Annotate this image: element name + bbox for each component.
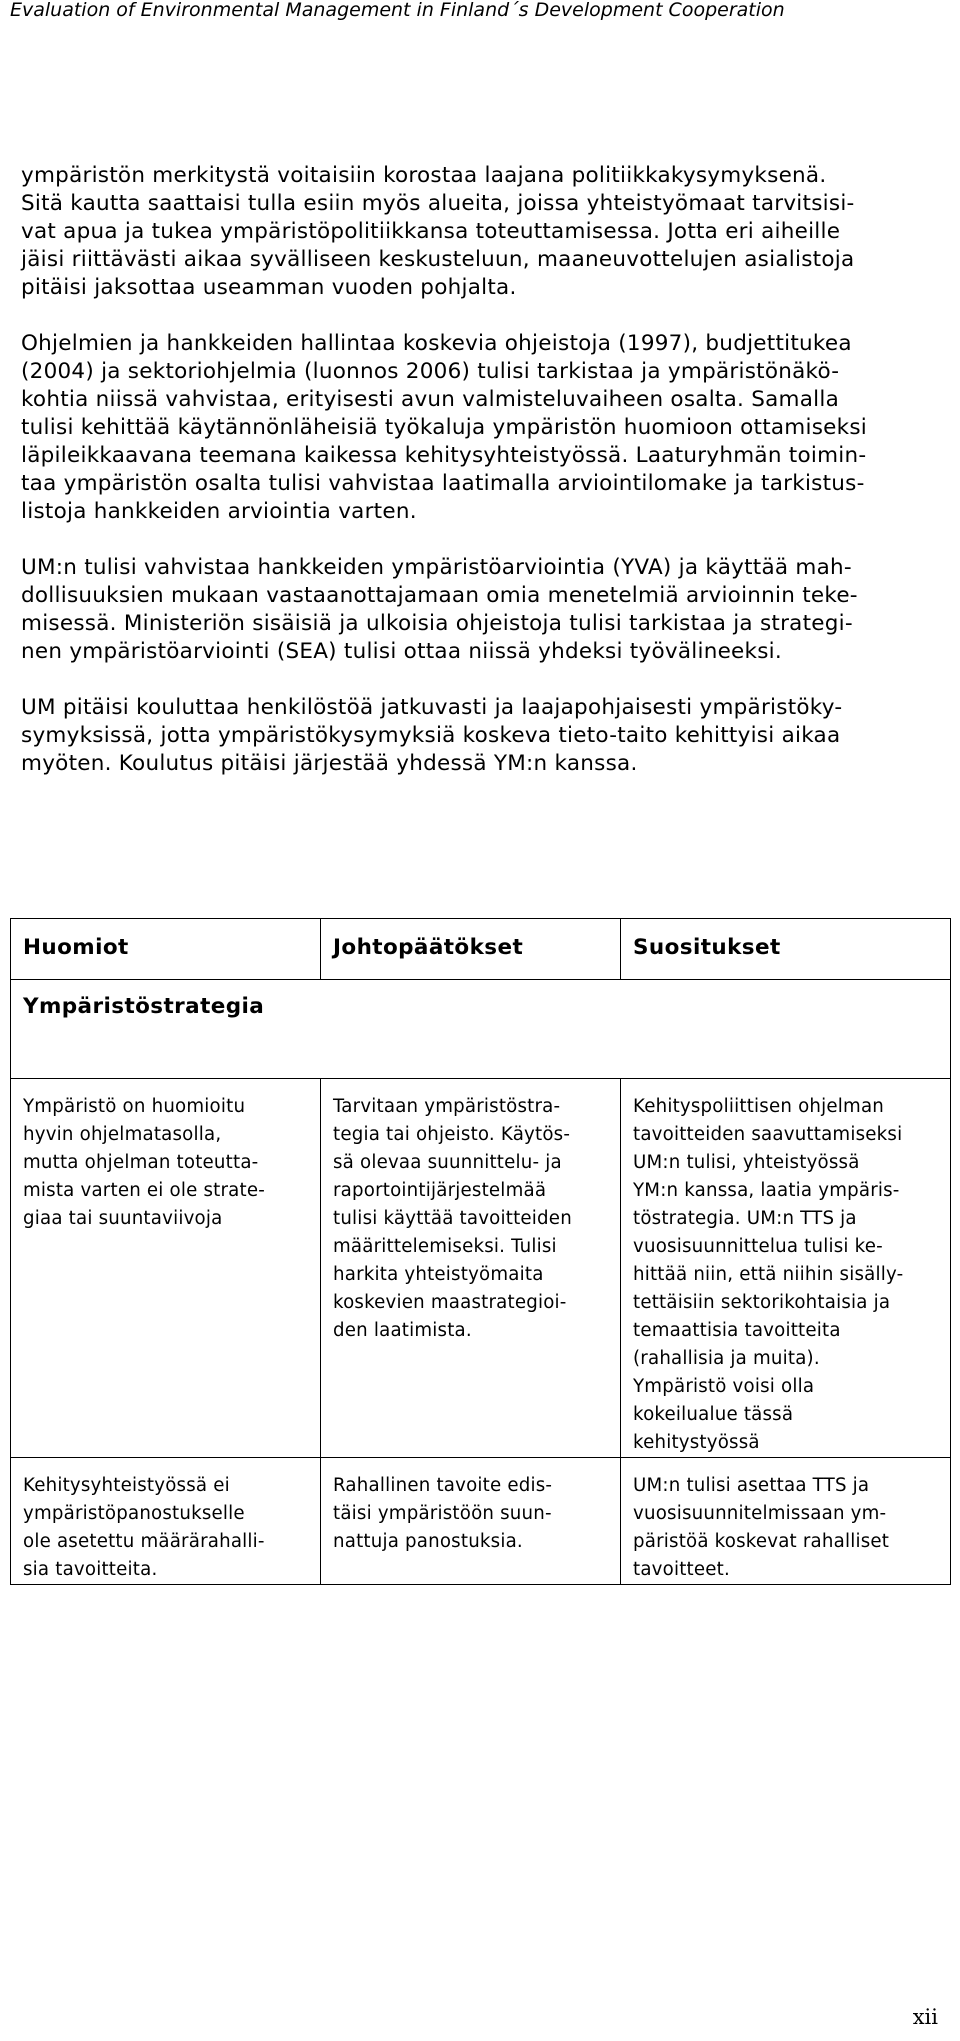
cell-line: tettäisiin sektorikohtaisia ja bbox=[633, 1292, 891, 1313]
text-line: Sitä kautta saattaisi tulla esiin myös alueita, joissa yhteistyömaat tarvitsisi- bbox=[21, 191, 855, 216]
cell-line: Ympäristö on huomioitu bbox=[23, 1096, 246, 1117]
cell-line: ympäristöpanostukselle bbox=[23, 1503, 245, 1524]
table-row bbox=[11, 1079, 951, 1458]
text-line: ympäristön merkitystä voitaisiin korostaa laajana politiikkakysymyksenä. bbox=[21, 163, 827, 188]
table-header-row bbox=[11, 919, 951, 980]
cell-line: ole asetettu määrärahalli- bbox=[23, 1531, 265, 1552]
cell-line: mutta ohjelman toteutta- bbox=[23, 1152, 259, 1173]
cell-line: kehitystyössä bbox=[633, 1432, 760, 1453]
cell-line: määrittelemiseksi. Tulisi bbox=[333, 1236, 557, 1257]
cell-line: tavoitteiden saavuttamiseksi bbox=[633, 1124, 903, 1145]
paragraph-4 bbox=[21, 694, 929, 778]
column-header-johtopaatokset: Johtopäätökset bbox=[321, 919, 621, 980]
section-row bbox=[11, 980, 951, 1079]
running-header: Evaluation of Environmental Management in Finland´s Development Cooperation bbox=[10, 0, 785, 21]
text-line: UM:n tulisi vahvistaa hankkeiden ympäristöarviointia (YVA) ja käyttää mah- bbox=[21, 555, 852, 580]
text-line: dollisuuksien mukaan vastaanottajamaan omia menetelmiä arvioinnin teke- bbox=[21, 583, 858, 608]
cell-line: Kehityspoliittisen ohjelman bbox=[633, 1096, 885, 1117]
text-line: misessä. Ministeriön sisäisiä ja ulkoisia ohjeistoja tulisi tarkistaa ja strategi- bbox=[21, 611, 853, 636]
cell-line: (rahallisia ja muita). bbox=[633, 1348, 820, 1369]
text-line: pitäisi jaksottaa useamman vuoden pohjalta. bbox=[21, 275, 517, 300]
cell-line: koskevien maastrategioi- bbox=[333, 1292, 567, 1313]
cell-line: tegia tai ohjeisto. Käytös- bbox=[333, 1124, 571, 1145]
text-line: UM pitäisi kouluttaa henkilöstöä jatkuvasti ja laajapohjaisesti ympäristöky- bbox=[21, 695, 843, 720]
cell-line: sä olevaa suunnittelu- ja bbox=[333, 1152, 562, 1173]
cell-line: sia tavoitteita. bbox=[23, 1559, 158, 1580]
text-line: tulisi kehittää käytännönläheisiä työkaluja ympäristön huomioon ottamiseksi bbox=[21, 415, 868, 440]
text-line: vat apua ja tukea ympäristöpolitiikkansa toteuttamisessa. Jotta eri aiheille bbox=[21, 219, 841, 244]
cell-suositukset bbox=[621, 1079, 951, 1458]
cell-line: Kehitysyhteistyössä ei bbox=[23, 1475, 230, 1496]
cell-line: täisi ympäristöön suun- bbox=[333, 1503, 552, 1524]
cell-line: harkita yhteistyömaita bbox=[333, 1264, 544, 1285]
cell-line: nattuja panostuksia. bbox=[333, 1531, 523, 1552]
cell-line: Ympäristö voisi olla bbox=[633, 1376, 815, 1397]
cell-line: tulisi käyttää tavoitteiden bbox=[333, 1208, 572, 1229]
cell-line: den laatimista. bbox=[333, 1320, 472, 1341]
paragraph-3 bbox=[21, 554, 929, 666]
text-line: jäisi riittävästi aikaa syvälliseen keskusteluun, maaneuvottelujen asialistoja bbox=[21, 247, 855, 272]
text-line: taa ympäristön osalta tulisi vahvistaa laatimalla arviointilomake ja tarkistus- bbox=[21, 471, 865, 496]
cell-huomiot bbox=[11, 1458, 321, 1585]
page-number: xii bbox=[912, 2005, 938, 2029]
cell-line: YM:n kanssa, laatia ympäris- bbox=[633, 1180, 900, 1201]
text-line: läpileikkaavana teemana kaikessa kehitysyhteistyössä. Laaturyhmän toimin- bbox=[21, 443, 867, 468]
text-line: Ohjelmien ja hankkeiden hallintaa koskevia ohjeistoja (1997), budjettitukea bbox=[21, 331, 852, 356]
cell-huomiot bbox=[11, 1079, 321, 1458]
cell-line: UM:n tulisi asettaa TTS ja bbox=[633, 1475, 870, 1496]
cell-line: päristöä koskevat rahalliset bbox=[633, 1531, 890, 1552]
cell-line: vuosisuunnitelmissaan ym- bbox=[633, 1503, 887, 1524]
cell-line: vuosisuunnittelua tulisi ke- bbox=[633, 1236, 883, 1257]
text-line: symyksissä, jotta ympäristökysymyksiä koskeva tieto-taito kehittyisi aikaa bbox=[21, 723, 841, 748]
findings-table bbox=[10, 918, 951, 1585]
cell-line: töstrategia. UM:n TTS ja bbox=[633, 1208, 857, 1229]
cell-suositukset bbox=[621, 1458, 951, 1585]
cell-line: hyvin ohjelmatasolla, bbox=[23, 1124, 222, 1145]
text-line: kohtia niissä vahvistaa, erityisesti avun valmisteluvaiheen osalta. Samalla bbox=[21, 387, 840, 412]
body-text bbox=[21, 162, 929, 806]
cell-line: tavoitteet. bbox=[633, 1559, 730, 1580]
cell-line: UM:n tulisi, yhteistyössä bbox=[633, 1152, 860, 1173]
text-line: listoja hankkeiden arviointia varten. bbox=[21, 499, 417, 524]
paragraph-2 bbox=[21, 330, 929, 526]
cell-line: raportointijärjestelmää bbox=[333, 1180, 547, 1201]
section-title: Ympäristöstrategia bbox=[11, 980, 951, 1079]
cell-line: mista varten ei ole strate- bbox=[23, 1180, 266, 1201]
cell-line: Rahallinen tavoite edis- bbox=[333, 1475, 553, 1496]
paragraph-1 bbox=[21, 162, 929, 302]
cell-johtopaatokset bbox=[321, 1458, 621, 1585]
cell-line: temaattisia tavoitteita bbox=[633, 1320, 841, 1341]
cell-line: hittää niin, että niihin sisälly- bbox=[633, 1264, 904, 1285]
text-line: (2004) ja sektoriohjelmia (luonnos 2006) tulisi tarkistaa ja ympäristönäkö- bbox=[21, 359, 840, 384]
text-line: nen ympäristöarviointi (SEA) tulisi ottaa niissä yhdeksi työvälineeksi. bbox=[21, 639, 782, 664]
cell-johtopaatokset bbox=[321, 1079, 621, 1458]
cell-line: giaa tai suuntaviivoja bbox=[23, 1208, 223, 1229]
cell-line: Tarvitaan ympäristöstra- bbox=[333, 1096, 561, 1117]
text-line: myöten. Koulutus pitäisi järjestää yhdessä YM:n kanssa. bbox=[21, 751, 638, 776]
column-header-huomiot: Huomiot bbox=[11, 919, 321, 980]
cell-line: kokeilualue tässä bbox=[633, 1404, 794, 1425]
column-header-suositukset: Suositukset bbox=[621, 919, 951, 980]
table-row bbox=[11, 1458, 951, 1585]
